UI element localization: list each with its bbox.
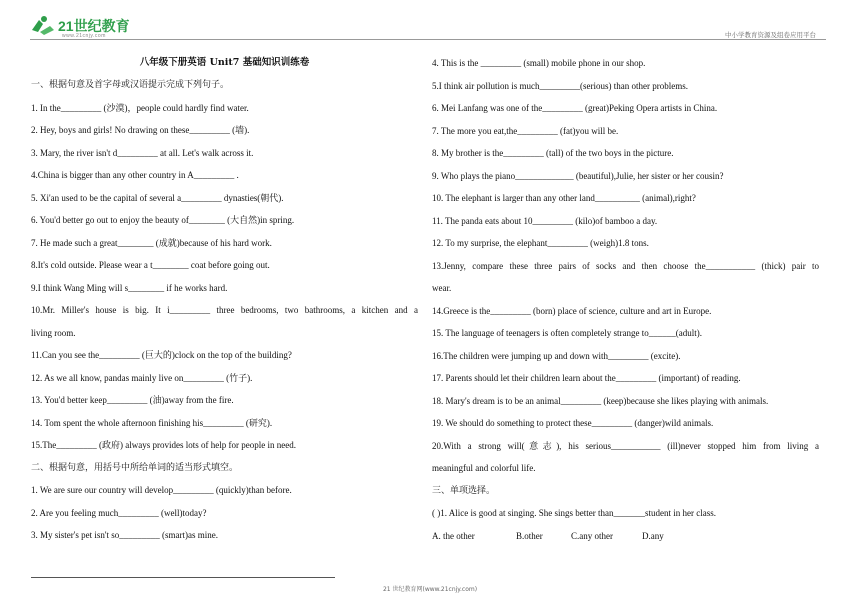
question-line: 6. You'd better go out to enjoy the beauty of________ (大自然)in spring. (31, 215, 295, 225)
question-line: 10. The elephant is larger than any other land__________ (animal),right? (432, 193, 696, 203)
header-divider (30, 39, 826, 40)
question-line: 11.Can you see the_________ (巨大的)clock on the top of the building? (31, 350, 292, 360)
left-column (31, 52, 418, 547)
question-line: 8.It's cold outside. Please wear a t________ coat before going out. (31, 260, 270, 270)
question-line: 9.I think Wang Ming will s________ if he works hard. (31, 282, 228, 293)
page-header (0, 0, 860, 44)
question-line: 13. You'd better keep_________ (油)away from the fire. (31, 395, 234, 405)
choice-option: B.other (516, 530, 543, 541)
right-column (432, 52, 819, 547)
question-line: 9. Who plays the piano_____________ (beautiful),Julie, her sister or her cousin? (432, 170, 724, 181)
question-line: 14. Tom spent the whole afternoon finishing his_________ (研究). (31, 417, 273, 428)
choice-option: D.any (642, 530, 664, 541)
question-line: 1. In the_________ (沙漠)，people could hardly find water. (31, 102, 249, 113)
question-line: 2. Are you feeling much_________ (well)today? (31, 507, 207, 518)
page-footer: 21 世纪教育网(www.21cnjy.com) (382, 586, 478, 593)
question-line: 14.Greece is the_________ (born) place of science, culture and art in Europe. (432, 305, 712, 316)
question-line: 3. My sister's pet isn't so_________ (smart)as mine. (31, 530, 218, 540)
question-line: 5.I think air pollution is much_________(serious) than other problems. (432, 80, 688, 91)
question-line: 5. Xi'an used to be the capital of several a_________ dynasties(朝代). (31, 192, 284, 203)
question-line: wear. (432, 283, 452, 293)
question-line: ( )1. Alice is good at singing. She sings better than_______student in her class. (432, 508, 716, 518)
section-heading: 二、根据句意，用括号中所给单词的适当形式填空。 (31, 462, 239, 473)
question-line: 4.China is bigger than any other country in A_________ . (31, 170, 239, 180)
logo-text: 21世纪教育 (58, 18, 130, 34)
choice-option: C.any other (571, 530, 613, 541)
question-line: living room. (31, 327, 76, 338)
question-line: 2. Hey, boys and girls! No drawing on these_________ (墙). (31, 125, 250, 135)
question-line: 4. This is the _________ (small) mobile phone in our shop. (432, 58, 646, 68)
question-line: 16.The children were jumping up and down with_________ (excite). (432, 350, 681, 361)
question-line: 15.The_________ (政府) always provides lots of help for people in need. (31, 440, 296, 450)
logo-subtext: www.21cnjy.com (62, 33, 106, 39)
answer-choices (432, 525, 819, 548)
question-line: meaningful and colorful life. (432, 463, 536, 473)
question-line: 10.Mr. Miller's house is big. It i_________ three bedrooms, two bathrooms, a kitchen and a (31, 305, 418, 315)
question-line: 11. The panda eats about 10_________ (kilo)of bamboo a day. (432, 215, 658, 226)
question-line: 17. Parents should let their children learn about the_________ (important) of reading. (432, 373, 741, 383)
question-line: 12. To my surprise, the elephant_________ (weigh)1.8 tons. (432, 238, 649, 248)
section-heading: 一、根据句意及首字母或汉语提示完成下列句子。 (31, 80, 230, 90)
footer-divider (31, 577, 335, 578)
question-line: 12. As we all know, pandas mainly live on_________ (竹子). (31, 372, 253, 383)
question-line: 7. He made such a great________ (成就)because of his hard work. (31, 237, 272, 248)
question-line: 19. We should do something to protect these_________ (danger)wild animals. (432, 418, 714, 428)
question-line: 13.Jenny, compare these three pairs of socks and then choose the___________ (thick) pair to (432, 260, 819, 271)
question-line: 7. The more you eat,the_________ (fat)you will be. (432, 125, 619, 136)
question-line: 6. Mei Lanfang was one of the_________ (great)Peking Opera artists in China. (432, 103, 718, 113)
choice-option: A. the other (432, 530, 475, 541)
section-heading: 三、单项选择。 (432, 485, 496, 496)
question-line: 3. Mary, the river isn't d_________ at all. Let's walk across it. (31, 147, 254, 158)
document-title: 八年级下册英语 Unit7 基础知识训练卷 (139, 57, 310, 68)
question-line: 20.With a strong will(意志), his serious___________ (ill)never stopped him from living a (432, 440, 819, 451)
question-line: 8. My brother is the_________ (tall) of the two boys in the picture. (432, 148, 674, 158)
header-tagline: 中小学教育资源及组卷应用平台 (725, 31, 816, 39)
question-line: 15. The language of teenagers is often completely strange to______(adult). (432, 328, 702, 338)
question-line: 1. We are sure our country will develop_________ (quickly)than before. (31, 485, 292, 495)
question-line: 18. Mary's dream is to be an animal_________ (keep)because she likes playing with animals. (432, 395, 769, 406)
